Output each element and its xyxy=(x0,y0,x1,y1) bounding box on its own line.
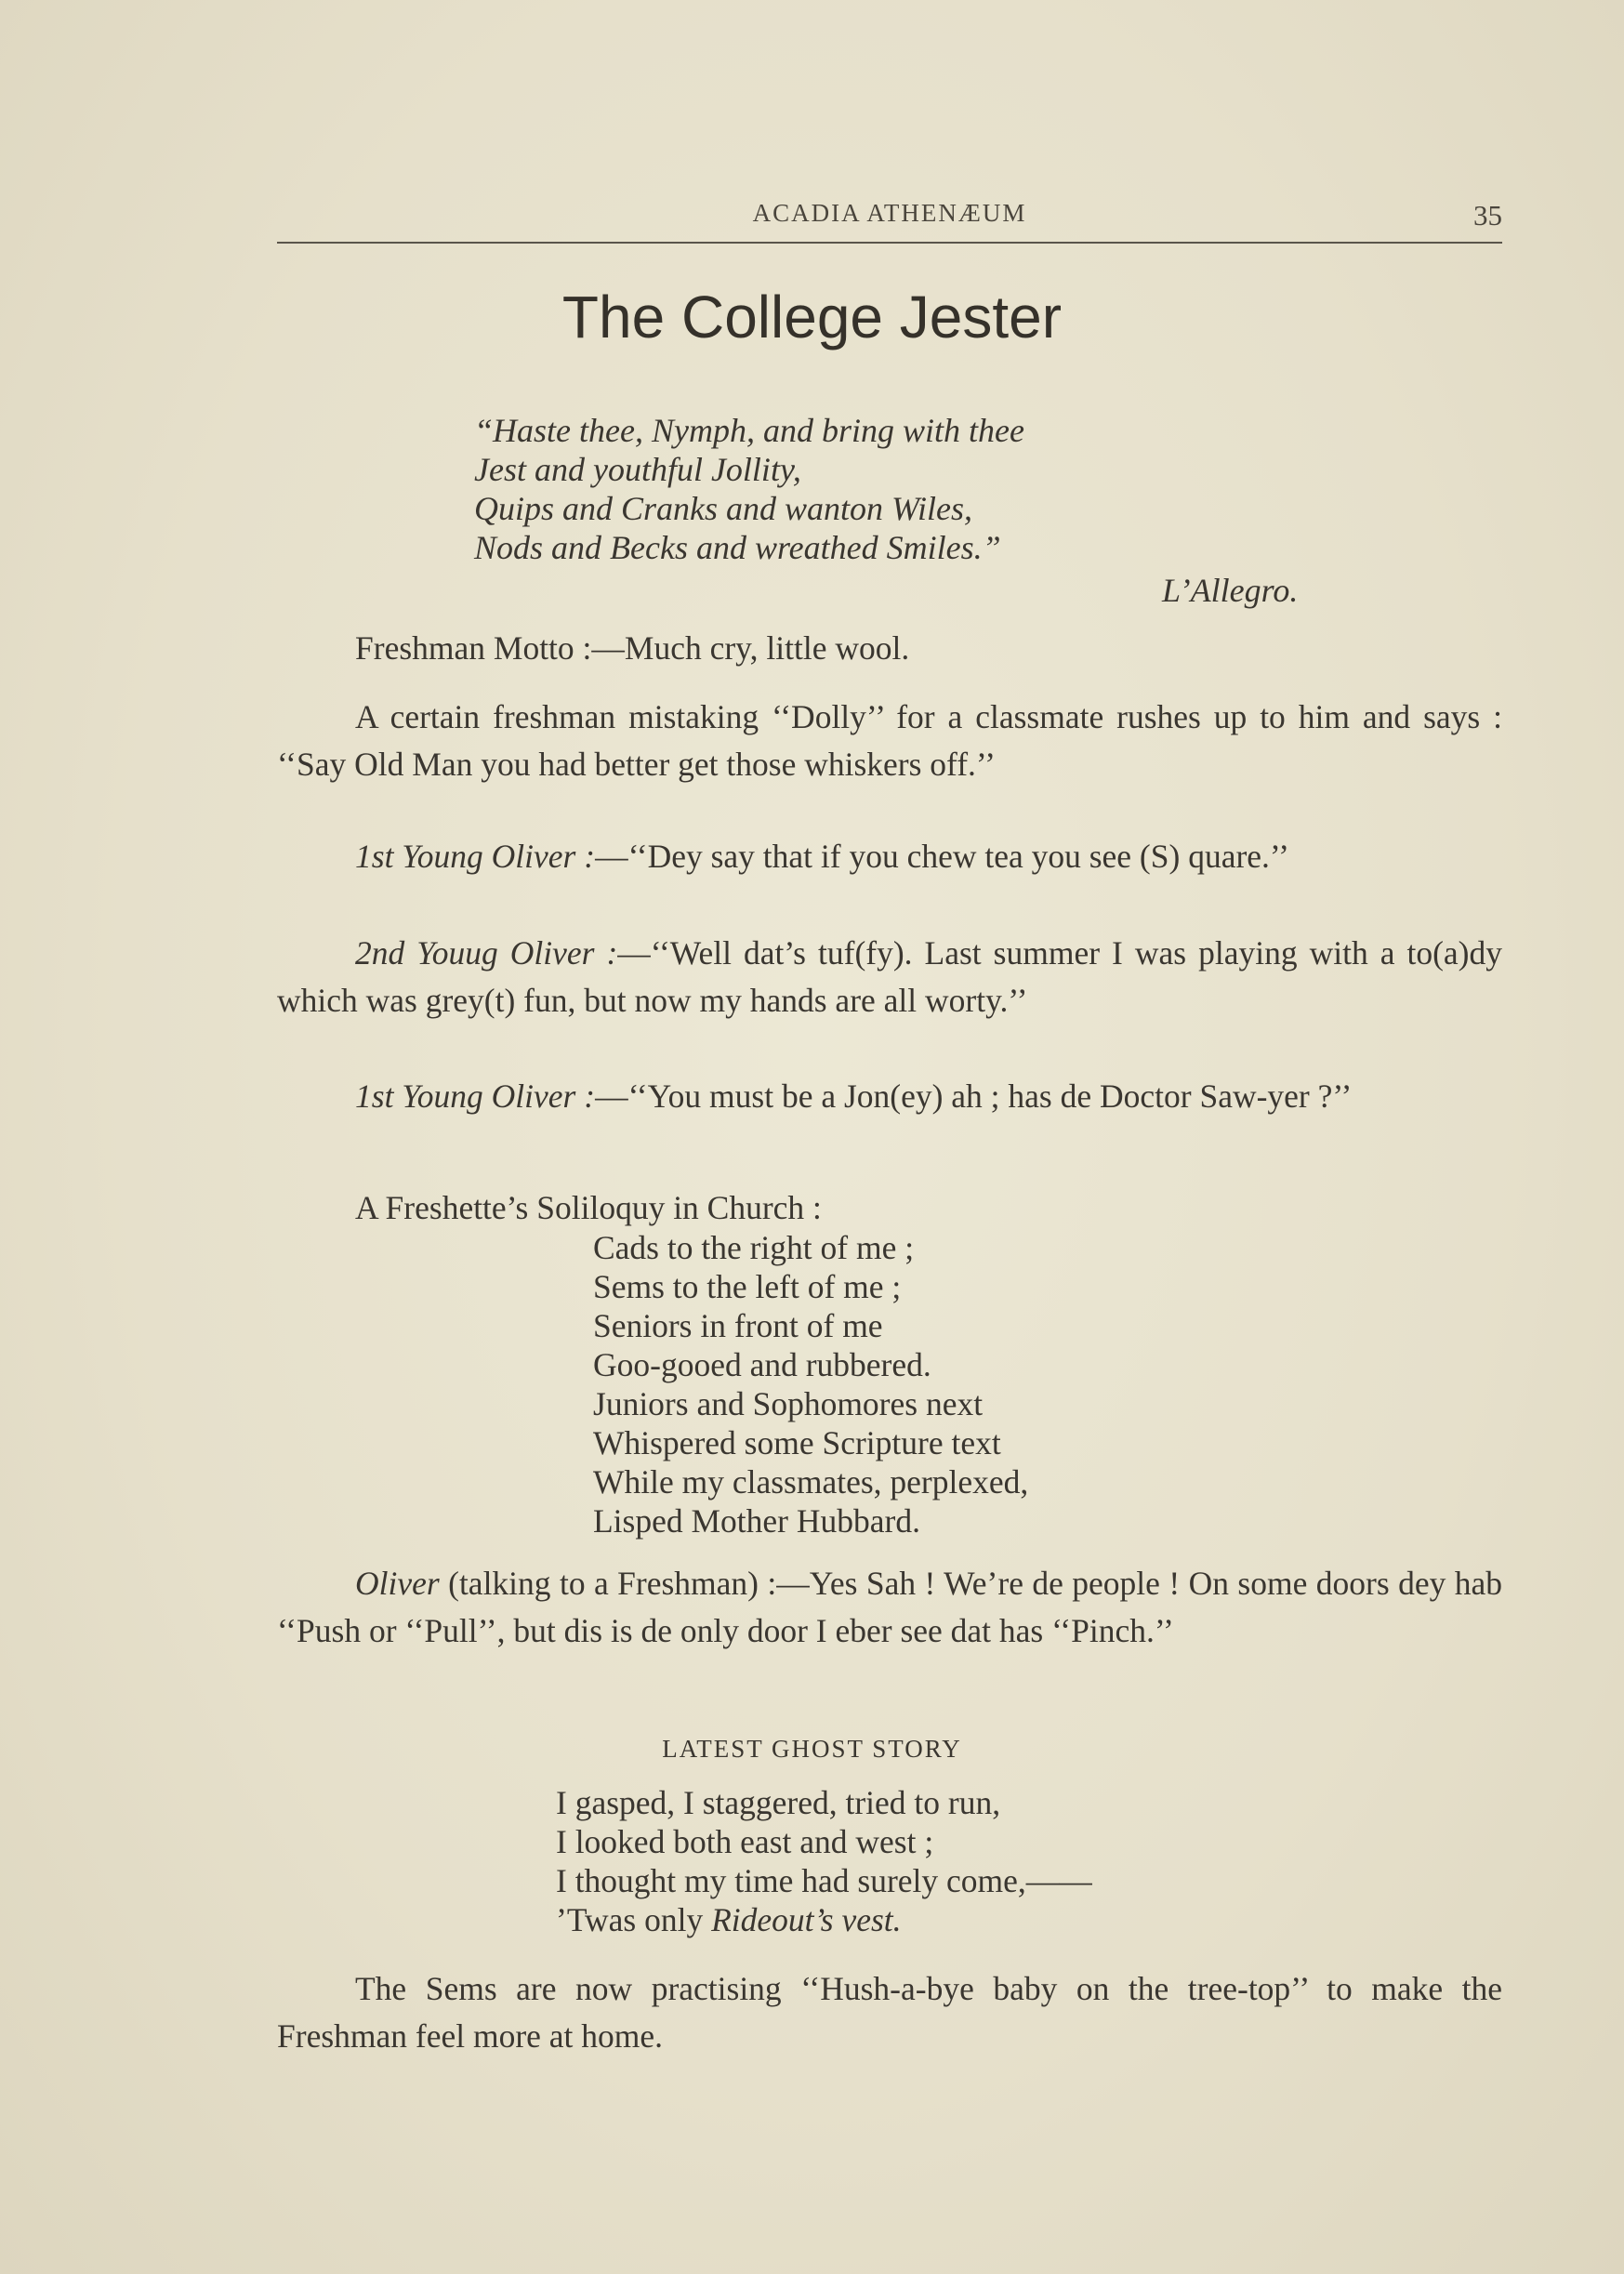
verse-text: ’Twas only xyxy=(556,1901,712,1938)
soliloquy-intro: A Freshette’s Soliloquy in Church : xyxy=(355,1189,822,1226)
epigraph-attribution: L’Allegro. xyxy=(1162,572,1299,609)
epigraph xyxy=(474,411,1024,567)
verse-line: I thought my time had surely come,—— xyxy=(556,1862,1092,1899)
verse-line: Juniors and Sophomores next xyxy=(593,1385,984,1422)
epigraph-line: “Haste thee, Nymph, and bring with thee xyxy=(474,412,1024,449)
oliver-dialogue-1 xyxy=(277,833,1502,880)
speaker-name: Oliver xyxy=(355,1565,440,1602)
ghost-story-heading: LATEST GHOST STORY xyxy=(662,1735,962,1763)
epigraph-line: Nods and Becks and wreathed Smiles.” xyxy=(474,529,1001,566)
dialogue-text: —‘‘Well dat’s tuf(fy). Last summer I was playing with a to(a)dy which was grey(t) fun, but now my hands are all worty.’’ xyxy=(277,934,1502,1019)
verse-line: Sems to the left of me ; xyxy=(593,1268,902,1305)
verse-line: Seniors in front of me xyxy=(593,1307,883,1344)
epigraph-line: Quips and Cranks and wanton Wiles, xyxy=(474,490,973,527)
oliver-freshman-paragraph xyxy=(277,1560,1502,1655)
page-number: 35 xyxy=(1473,199,1502,231)
oliver-dialogue-2 xyxy=(277,930,1502,1025)
verse-line: I looked both east and west ; xyxy=(556,1823,934,1860)
verse-line: Cads to the right of me ; xyxy=(593,1229,915,1266)
epigraph-line: Jest and youthful Jollity, xyxy=(474,451,801,488)
verse-line: I gasped, I staggered, tried to run, xyxy=(556,1784,1001,1821)
dialogue-text: —‘‘Dey say that if you chew tea you see (S) quare.’’ xyxy=(595,838,1289,875)
dialogue-text: (talking to a Freshman) :—Yes Sah ! We’re de people ! On some doors dey hab ‘‘Push or ‘‘Pull’’, but dis is de only door I eber see dat has ‘‘Pinch.’’ xyxy=(277,1565,1502,1649)
verse-line: Whispered some Scripture text xyxy=(593,1424,1001,1461)
verse-line: Goo-gooed and rubbered. xyxy=(593,1346,931,1383)
speaker-name: 1st Young Oliver : xyxy=(355,1078,596,1115)
speaker-name: 2nd Youug Oliver : xyxy=(355,934,618,972)
speaker-name: 1st Young Oliver : xyxy=(355,838,596,875)
sems-paragraph: The Sems are now practising ‘‘Hush-a-bye baby on the tree-top’’ to make the Freshman feel more at home. xyxy=(277,1970,1502,2055)
verse-line: Lisped Mother Hubbard. xyxy=(593,1502,920,1540)
dialogue-text: —‘‘You must be a Jon(ey) ah ; has de Doctor Saw-yer ?’’ xyxy=(595,1078,1353,1115)
verse-italic: Rideout’s vest. xyxy=(711,1901,902,1938)
soliloquy-verse xyxy=(593,1228,1028,1540)
motto-paragraph: Freshman Motto :—Much cry, little wool. xyxy=(355,629,910,667)
ghost-story-verse xyxy=(556,1783,1092,1939)
verse-line xyxy=(556,1900,1092,1939)
article-title: The College Jester xyxy=(561,284,1063,350)
verse-line: While my classmates, perplexed, xyxy=(593,1463,1029,1501)
running-title: ACADIA ATHENÆUM xyxy=(752,199,1027,227)
dolly-paragraph: A certain freshman mistaking ‘‘Dolly’’ for a classmate rushes up to him and says : ‘‘Say Old Man you had better get those whiskers off.’’ xyxy=(277,698,1502,783)
oliver-dialogue-3 xyxy=(277,1073,1502,1120)
running-header xyxy=(277,193,1502,244)
